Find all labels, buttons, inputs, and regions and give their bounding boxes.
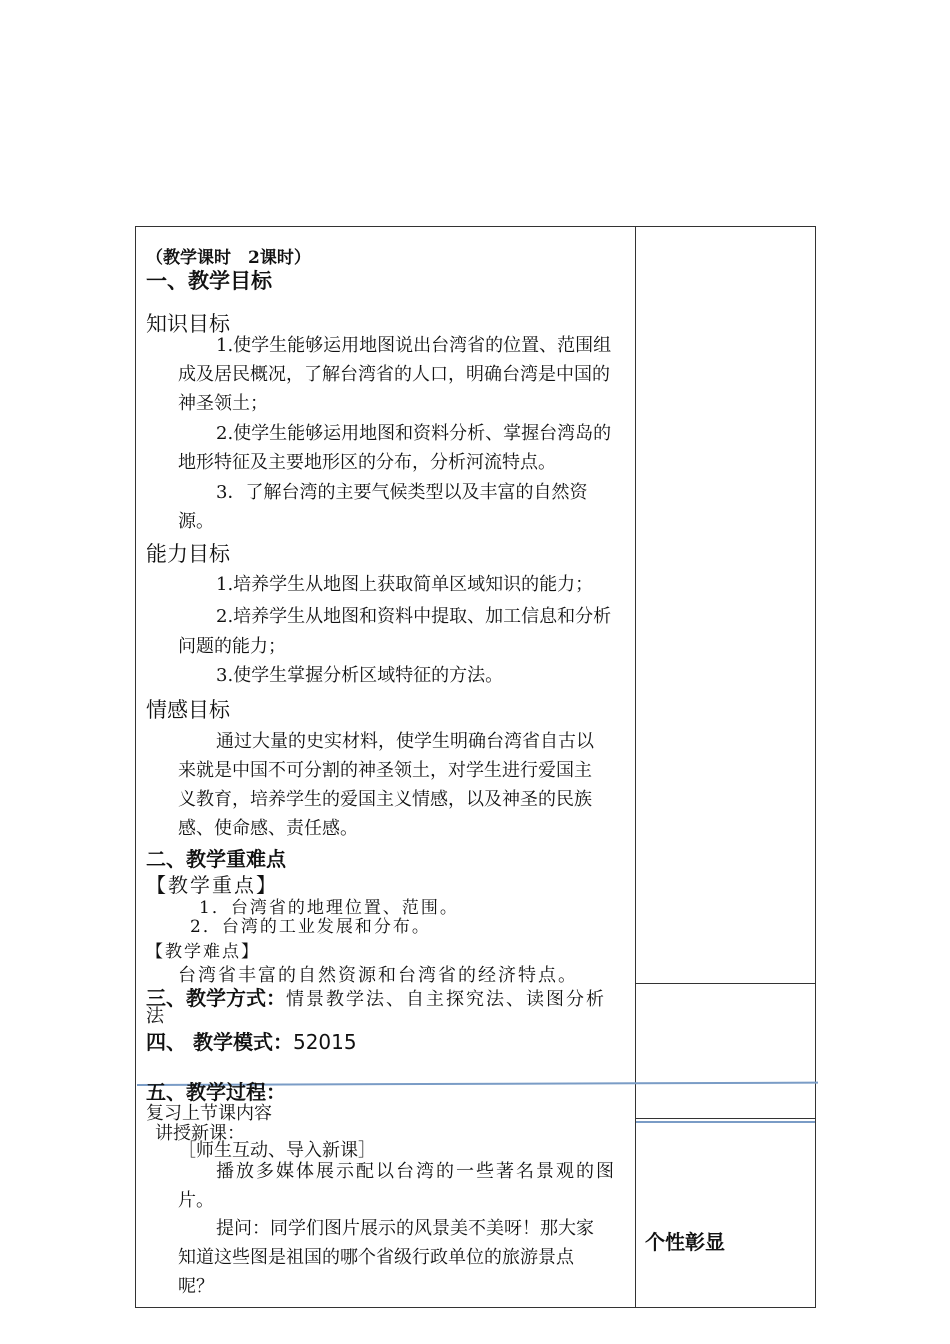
show-line-1: 播放多媒体展示配以台湾的一些著名景观的图 <box>216 1161 616 1182</box>
teaching-method-value: 情景教学法、自主探究法、读图分析 <box>286 989 606 1010</box>
knowledge-heading: 知识目标 <box>146 312 230 336</box>
key-point-1: 1．台湾省的地理位置、范围。 <box>199 898 459 918</box>
side-column-label: 个性彰显 <box>645 1230 725 1254</box>
key-points-label: 【教学重点】 <box>146 873 278 897</box>
knowledge-item-3-line-2: 源。 <box>178 511 214 532</box>
new-lesson-line: 讲授新课： <box>155 1123 245 1144</box>
knowledge-item-1-line-2: 成及居民概况，了解台湾省的人口，明确台湾是中国的 <box>178 364 610 385</box>
ask-line-1: 提问：同学们图片展示的风景美不美呀！那大家 <box>216 1218 594 1239</box>
teaching-mode-line <box>146 1032 357 1052</box>
emotion-line-3: 义教育，培养学生的爱国主义情感，以及神圣的民族 <box>178 789 592 810</box>
ask-line-2: 知道这些图是祖国的哪个省级行政单位的旅游景点 <box>178 1247 574 1268</box>
emotion-line-2: 来就是中国不可分割的神圣领土，对学生进行爱国主 <box>178 760 592 781</box>
section-heading-key-points: 二、教学重难点 <box>146 847 286 871</box>
knowledge-item-1-line-3: 神圣领土； <box>178 393 268 414</box>
ability-item-1: 1.培养学生从地图上获取简单区域知识的能力； <box>216 574 594 595</box>
emotion-line-1: 通过大量的史实材料，使学生明确台湾省自古以 <box>216 731 594 752</box>
section-heading-objectives: 一、教学目标 <box>146 268 272 293</box>
side-row-divider-blue <box>636 1121 815 1123</box>
knowledge-item-1-line-1: 1.使学生能够运用地图说出台湾省的位置、范围组 <box>216 335 612 356</box>
side-row-divider <box>636 1118 815 1119</box>
teaching-mode-value: 52015 <box>292 1030 357 1054</box>
interaction-tag: ［师生互动、导入新课］ <box>178 1140 376 1161</box>
class-hours: （教学课时 2课时） <box>146 248 311 268</box>
show-line-2: 片。 <box>178 1190 214 1211</box>
ability-item-3: 3.使学生掌握分析区域特征的方法。 <box>216 665 504 686</box>
column-divider <box>635 226 636 1308</box>
ask-line-3: 呢？ <box>178 1276 214 1297</box>
knowledge-item-3-line-1: 3．了解台湾的主要气候类型以及丰富的自然资 <box>216 482 588 503</box>
teaching-method-line <box>146 988 606 1009</box>
emotion-heading: 情感目标 <box>146 698 230 722</box>
key-point-2: 2．台湾的工业发展和分布。 <box>190 917 431 937</box>
knowledge-item-2-line-2: 地形特征及主要地形区的分布，分析河流特点。 <box>178 452 556 473</box>
emotion-line-4: 感、使命感、责任感。 <box>178 818 358 839</box>
teaching-method-wrap: 法 <box>146 1006 164 1027</box>
teaching-method-label: 三、教学方式： <box>146 986 286 1010</box>
knowledge-item-2-line-1: 2.使学生能够运用地图和资料分析、掌握台湾岛的 <box>216 423 612 444</box>
difficulties-text: 台湾省丰富的自然资源和台湾省的经济特点。 <box>178 965 578 986</box>
review-line: 复习上节课内容 <box>146 1103 272 1124</box>
difficulties-label: 【教学难点】 <box>146 942 260 962</box>
ability-item-2-line-2: 问题的能力； <box>178 636 286 657</box>
teaching-mode-label: 四、 教学模式： <box>146 1030 293 1054</box>
side-row-divider <box>636 983 815 984</box>
section-heading-process: 五、教学过程： <box>146 1080 286 1104</box>
ability-heading: 能力目标 <box>146 542 230 566</box>
ability-item-2-line-1: 2.培养学生从地图和资料中提取、加工信息和分析 <box>216 606 612 627</box>
